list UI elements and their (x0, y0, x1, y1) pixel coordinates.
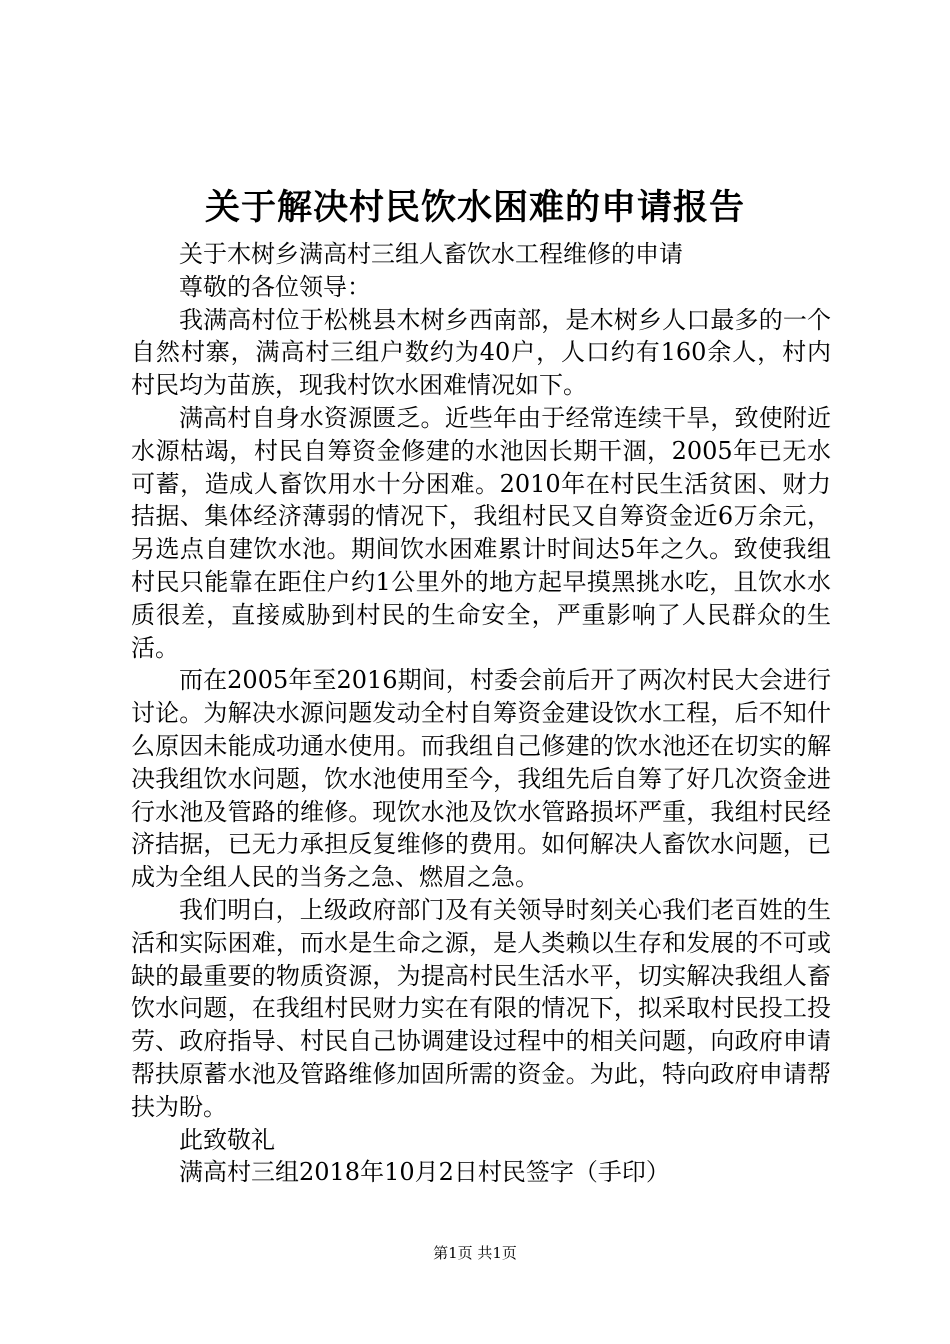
body-paragraph: 而在2005年至2016期间，村委会前后开了两次村民大会进行讨论。为解决水源问题发动全村自筹资金建设饮水工程，后不知什么原因未能成功通水使用。而我组自己修建的饮水池还在切实的解决我组饮水问题，饮水池使用至今，我组先后自筹了好几次资金进行水池及管路的维修。现饮水池及饮水管路损坏严重，我组村民经济拮据，已无力承担反复维修的费用。如何解决人畜饮水问题，已成为全组人民的当务之急、燃眉之急。 (131, 666, 831, 892)
subject-line: 关于木树乡满高村三组人畜饮水工程维修的申请 (179, 240, 683, 268)
body-paragraph: 我满高村位于松桃县木树乡西南部，是木树乡人口最多的一个自然村寨，满高村三组户数约为40户，人口约有160余人，村内村民均为苗族，现我村饮水困难情况如下。 (131, 305, 831, 400)
document-title: 关于解决村民饮水困难的申请报告 (204, 187, 745, 228)
closing: 此致敬礼 (179, 1125, 275, 1154)
body-paragraph: 我们明白，上级政府部门及有关领导时刻关心我们老百姓的生活和实际困难，而水是生命之源，是人类赖以生存和发展的不可或缺的最重要的物质资源，为提高村民生活水平，切实解决我组人畜饮水问题，在我组村民财力实在有限的情况下，拟采取村民投工投劳、政府指导、村民自己协调建设过程中的相关问题，向政府申请帮扶原蓄水池及管路维修加固所需的资金。为此，特向政府申请帮扶为盼。 (131, 895, 831, 1121)
body-paragraph: 满高村自身水资源匮乏。近些年由于经常连续干旱，致使附近水源枯竭，村民自筹资金修建的水池因长期干涸，2005年已无水可蓄，造成人畜饮用水十分困难。2010年在村民生活贫困、财力拮据、集体经济薄弱的情况下，我组村民又自筹资金近6万余元，另选点自建饮水池。期间饮水困难累计时间达5年之久。致使我组村民只能靠在距住户约1公里外的地方起早摸黑挑水吃，且饮水水质很差，直接威胁到村民的生命安全，严重影响了人民群众的生活。 (131, 403, 831, 662)
page-number-footer: 第1页 共1页 (433, 1244, 517, 1262)
salutation: 尊敬的各位领导： (179, 272, 371, 301)
signature-line: 满高村三组2018年10月2日村民签字（手印） (179, 1158, 670, 1187)
document-body (131, 238, 831, 1189)
